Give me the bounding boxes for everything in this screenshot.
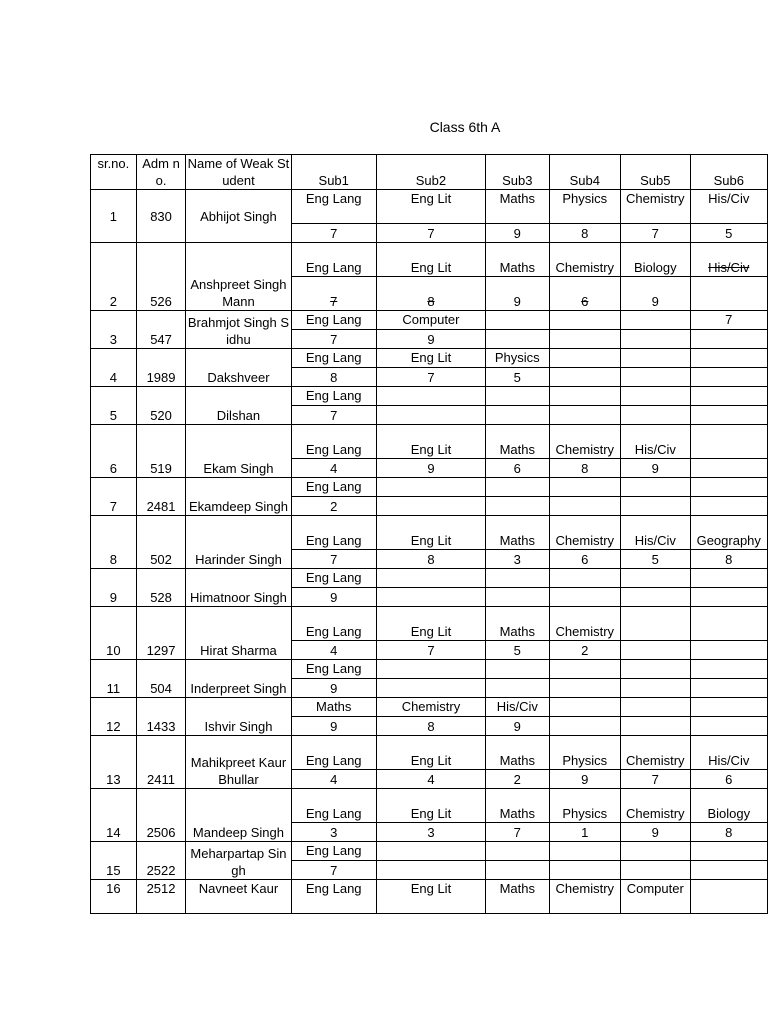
mark-cell: 5 xyxy=(486,641,550,660)
sr-no-cell: 8 xyxy=(91,516,137,569)
mark-cell xyxy=(621,330,690,349)
subject-cell: Eng Lang xyxy=(291,736,376,770)
sr-no-cell: 15 xyxy=(91,842,137,880)
mark-cell xyxy=(549,588,620,607)
mark-cell xyxy=(690,459,767,478)
mark-cell: 8 xyxy=(549,224,620,243)
subject-cell: Computer xyxy=(376,311,485,330)
header-sub1: Sub1 xyxy=(291,155,376,190)
mark-cell: 9 xyxy=(291,717,376,736)
subject-cell: Eng Lit xyxy=(376,516,485,550)
student-name-cell: Ekamdeep Singh xyxy=(186,478,291,516)
adm-no-cell: 528 xyxy=(136,569,186,607)
mark-cell: 7 xyxy=(376,224,485,243)
subject-cell: Eng Lang xyxy=(291,660,376,679)
mark-cell: 5 xyxy=(690,224,767,243)
mark-cell: 7 xyxy=(486,823,550,842)
sr-no-cell: 9 xyxy=(91,569,137,607)
subject-cell: Physics xyxy=(486,349,550,368)
mark-cell xyxy=(621,641,690,660)
subject-cell: Chemistry xyxy=(549,516,620,550)
adm-no-cell: 1989 xyxy=(136,349,186,387)
subject-cell xyxy=(690,387,767,406)
table-row xyxy=(91,842,768,861)
subject-cell: Chemistry xyxy=(621,190,690,224)
subject-cell xyxy=(621,607,690,641)
table-row xyxy=(91,349,768,368)
student-name-cell: Meharpartap Singh xyxy=(186,842,291,880)
mark-cell xyxy=(621,497,690,516)
table-row xyxy=(91,880,768,914)
mark-cell xyxy=(621,588,690,607)
mark-cell: 7 xyxy=(376,368,485,387)
mark-cell xyxy=(621,861,690,880)
mark-cell xyxy=(549,330,620,349)
mark-cell: 8 xyxy=(376,277,485,311)
mark-cell: 9 xyxy=(291,588,376,607)
student-name-cell: Abhijot Singh xyxy=(186,190,291,243)
adm-no-cell: 1433 xyxy=(136,698,186,736)
subject-cell xyxy=(486,569,550,588)
adm-no-cell: 504 xyxy=(136,660,186,698)
subject-cell: Eng Lang xyxy=(291,425,376,459)
mark-cell: 6 xyxy=(690,770,767,789)
table-row xyxy=(91,425,768,459)
subject-cell: Eng Lang xyxy=(291,349,376,368)
mark-cell: 3 xyxy=(291,823,376,842)
mark-cell: 9 xyxy=(549,770,620,789)
mark-cell xyxy=(621,717,690,736)
mark-cell: 3 xyxy=(486,550,550,569)
mark-cell: 9 xyxy=(376,330,485,349)
subject-cell xyxy=(549,349,620,368)
adm-no-cell: 519 xyxy=(136,425,186,478)
adm-no-cell: 2506 xyxy=(136,789,186,842)
adm-no-cell: 2522 xyxy=(136,842,186,880)
mark-cell: 4 xyxy=(291,459,376,478)
adm-no-cell: 502 xyxy=(136,516,186,569)
subject-cell: Maths xyxy=(486,880,550,914)
student-name-cell: Mandeep Singh xyxy=(186,789,291,842)
subject-cell xyxy=(486,311,550,330)
mark-cell xyxy=(621,368,690,387)
mark-cell: 4 xyxy=(291,770,376,789)
subject-cell xyxy=(690,880,767,914)
header-row xyxy=(91,155,768,190)
subject-cell xyxy=(549,698,620,717)
student-name-cell: Inderpreet Singh xyxy=(186,660,291,698)
subject-cell: Chemistry xyxy=(549,243,620,277)
mark-cell xyxy=(549,679,620,698)
mark-cell: 2 xyxy=(486,770,550,789)
subject-cell: Chemistry xyxy=(549,607,620,641)
mark-cell: 9 xyxy=(376,459,485,478)
subject-cell: Eng Lit xyxy=(376,190,485,224)
header-sub3: Sub3 xyxy=(486,155,550,190)
mark-cell xyxy=(549,717,620,736)
header-sub4: Sub4 xyxy=(549,155,620,190)
subject-cell: Eng Lit xyxy=(376,736,485,770)
subject-cell xyxy=(690,569,767,588)
subject-cell: Eng Lit xyxy=(376,789,485,823)
subject-cell: Eng Lang xyxy=(291,607,376,641)
subject-cell xyxy=(690,425,767,459)
subject-cell: His/Civ xyxy=(486,698,550,717)
mark-cell xyxy=(376,588,485,607)
subject-cell xyxy=(376,569,485,588)
mark-cell xyxy=(486,330,550,349)
adm-no-cell: 1297 xyxy=(136,607,186,660)
subject-cell: Chemistry xyxy=(621,789,690,823)
table-row xyxy=(91,607,768,641)
mark-cell: 9 xyxy=(486,224,550,243)
sr-no-cell: 11 xyxy=(91,660,137,698)
sr-no-cell: 16 xyxy=(91,880,137,914)
mark-cell: 4 xyxy=(291,641,376,660)
mark-cell: 7 xyxy=(291,277,376,311)
subject-cell: Eng Lang xyxy=(291,516,376,550)
mark-cell: 9 xyxy=(621,823,690,842)
subject-cell: Chemistry xyxy=(621,736,690,770)
adm-no-cell: 547 xyxy=(136,311,186,349)
subject-cell: Eng Lit xyxy=(376,243,485,277)
adm-no-cell: 526 xyxy=(136,243,186,311)
mark-cell xyxy=(486,679,550,698)
subject-cell xyxy=(486,387,550,406)
mark-cell xyxy=(621,406,690,425)
subject-cell: Eng Lang xyxy=(291,569,376,588)
mark-cell xyxy=(690,277,767,311)
subject-cell xyxy=(376,478,485,497)
subject-cell xyxy=(549,387,620,406)
sr-no-cell: 10 xyxy=(91,607,137,660)
student-name-cell: Mahikpreet Kaur Bhullar xyxy=(186,736,291,789)
mark-cell: 5 xyxy=(621,550,690,569)
subject-cell xyxy=(486,842,550,861)
mark-cell: 8 xyxy=(291,368,376,387)
mark-cell: 4 xyxy=(376,770,485,789)
mark-cell xyxy=(621,679,690,698)
subject-cell: Biology xyxy=(690,789,767,823)
subject-cell: Eng Lit xyxy=(376,880,485,914)
mark-cell xyxy=(549,368,620,387)
mark-cell: 7 xyxy=(621,224,690,243)
subject-cell: Chemistry xyxy=(549,880,620,914)
sr-no-cell: 4 xyxy=(91,349,137,387)
subject-cell: His/Civ xyxy=(621,425,690,459)
table-row xyxy=(91,387,768,406)
subject-cell: 7 xyxy=(690,311,767,330)
adm-no-cell: 830 xyxy=(136,190,186,243)
mark-cell xyxy=(486,497,550,516)
mark-cell xyxy=(690,717,767,736)
mark-cell: 7 xyxy=(376,641,485,660)
mark-cell: 9 xyxy=(486,717,550,736)
subject-cell: Eng Lang xyxy=(291,311,376,330)
mark-cell xyxy=(690,497,767,516)
subject-cell xyxy=(690,607,767,641)
header-sub5: Sub5 xyxy=(621,155,690,190)
subject-cell xyxy=(486,478,550,497)
mark-cell xyxy=(549,406,620,425)
mark-cell: 2 xyxy=(291,497,376,516)
mark-cell: 7 xyxy=(291,330,376,349)
subject-cell xyxy=(376,387,485,406)
mark-cell: 5 xyxy=(486,368,550,387)
table-row xyxy=(91,190,768,224)
mark-cell xyxy=(549,497,620,516)
mark-cell: 9 xyxy=(621,459,690,478)
subject-cell: Eng Lit xyxy=(376,425,485,459)
mark-cell xyxy=(690,861,767,880)
sr-no-cell: 12 xyxy=(91,698,137,736)
subject-cell xyxy=(486,660,550,679)
mark-cell: 9 xyxy=(291,679,376,698)
table-row xyxy=(91,311,768,330)
header-adm-no: Adm no. xyxy=(136,155,186,190)
adm-no-cell: 2512 xyxy=(136,880,186,914)
mark-cell xyxy=(376,406,485,425)
mark-cell: 6 xyxy=(486,459,550,478)
mark-cell xyxy=(690,406,767,425)
mark-cell xyxy=(376,861,485,880)
header-name: Name of Weak Student xyxy=(187,156,290,188)
weak-students-table xyxy=(90,154,768,914)
subject-cell: Eng Lang xyxy=(291,387,376,406)
mark-cell: 8 xyxy=(376,717,485,736)
sr-no-cell: 7 xyxy=(91,478,137,516)
student-name-cell: Himatnoor Singh xyxy=(186,569,291,607)
mark-cell: 3 xyxy=(376,823,485,842)
subject-cell xyxy=(690,349,767,368)
table-row xyxy=(91,660,768,679)
mark-cell xyxy=(486,588,550,607)
adm-no-cell: 2411 xyxy=(136,736,186,789)
student-name-cell: Ekam Singh xyxy=(186,425,291,478)
mark-cell: 7 xyxy=(291,224,376,243)
subject-cell xyxy=(690,660,767,679)
student-name-cell: Hirat Sharma xyxy=(186,607,291,660)
table-row xyxy=(91,243,768,277)
subject-cell xyxy=(549,569,620,588)
mark-cell: 8 xyxy=(549,459,620,478)
subject-cell: Maths xyxy=(486,190,550,224)
mark-cell: 9 xyxy=(486,277,550,311)
mark-cell xyxy=(486,406,550,425)
mark-cell: 6 xyxy=(549,550,620,569)
subject-cell xyxy=(549,478,620,497)
subject-cell: His/Civ xyxy=(690,190,767,224)
subject-cell: Geography xyxy=(690,516,767,550)
table-row xyxy=(91,698,768,717)
sr-no-cell: 5 xyxy=(91,387,137,425)
adm-no-cell: 520 xyxy=(136,387,186,425)
subject-cell xyxy=(549,842,620,861)
student-name-cell: Ishvir Singh xyxy=(186,698,291,736)
table-row xyxy=(91,736,768,770)
subject-cell: Maths xyxy=(486,243,550,277)
mark-cell xyxy=(690,641,767,660)
student-name-cell: Brahmjot Singh Sidhu xyxy=(186,311,291,349)
subject-cell: Maths xyxy=(486,425,550,459)
student-name-cell: Harinder Singh xyxy=(186,516,291,569)
subject-cell: Maths xyxy=(291,698,376,717)
mark-cell: 7 xyxy=(291,406,376,425)
subject-cell xyxy=(621,478,690,497)
mark-cell: 7 xyxy=(291,550,376,569)
subject-cell: Eng Lang xyxy=(291,789,376,823)
sr-no-cell: 14 xyxy=(91,789,137,842)
mark-cell: 8 xyxy=(690,823,767,842)
subject-cell: Biology xyxy=(621,243,690,277)
table-row xyxy=(91,789,768,823)
subject-cell xyxy=(690,698,767,717)
student-name-cell: Anshpreet Singh Mann xyxy=(186,243,291,311)
subject-cell: Eng Lang xyxy=(291,842,376,861)
subject-cell: Computer xyxy=(621,880,690,914)
mark-cell: 7 xyxy=(291,861,376,880)
page-title: Class 6th A xyxy=(429,119,501,135)
table-row xyxy=(91,516,768,550)
subject-cell xyxy=(621,842,690,861)
mark-cell xyxy=(690,368,767,387)
mark-cell xyxy=(690,330,767,349)
table-row xyxy=(91,478,768,497)
table-row xyxy=(91,569,768,588)
student-name-cell: Navneet Kaur xyxy=(186,880,291,914)
subject-cell: Maths xyxy=(486,516,550,550)
subject-cell: Physics xyxy=(549,789,620,823)
mark-cell: 6 xyxy=(549,277,620,311)
mark-cell: 9 xyxy=(621,277,690,311)
mark-cell: 8 xyxy=(690,550,767,569)
subject-cell xyxy=(621,660,690,679)
subject-cell: Chemistry xyxy=(549,425,620,459)
sr-no-cell: 13 xyxy=(91,736,137,789)
subject-cell xyxy=(376,660,485,679)
subject-cell: Eng Lang xyxy=(291,478,376,497)
subject-cell xyxy=(621,311,690,330)
subject-cell xyxy=(549,660,620,679)
mark-cell xyxy=(690,588,767,607)
subject-cell: Eng Lit xyxy=(376,349,485,368)
subject-cell xyxy=(621,569,690,588)
subject-cell: Eng Lang xyxy=(291,880,376,914)
mark-cell: 1 xyxy=(549,823,620,842)
mark-cell: 2 xyxy=(549,641,620,660)
subject-cell: His/Civ xyxy=(621,516,690,550)
subject-cell: Physics xyxy=(549,190,620,224)
subject-cell xyxy=(549,311,620,330)
subject-cell: Maths xyxy=(486,736,550,770)
mark-cell xyxy=(690,679,767,698)
sr-no-cell: 6 xyxy=(91,425,137,478)
subject-cell: Physics xyxy=(549,736,620,770)
student-name-cell: Dakshveer xyxy=(186,349,291,387)
sr-no-cell: 3 xyxy=(91,311,137,349)
mark-cell xyxy=(486,861,550,880)
subject-cell xyxy=(621,698,690,717)
subject-cell: His/Civ xyxy=(690,736,767,770)
subject-cell xyxy=(621,387,690,406)
header-sr-no: sr.no. xyxy=(91,155,137,190)
subject-cell xyxy=(376,842,485,861)
mark-cell: 7 xyxy=(621,770,690,789)
subject-cell: Eng Lang xyxy=(291,243,376,277)
mark-cell xyxy=(549,861,620,880)
subject-cell: Eng Lit xyxy=(376,607,485,641)
subject-cell: Chemistry xyxy=(376,698,485,717)
mark-cell xyxy=(376,679,485,698)
student-name-cell: Dilshan xyxy=(186,387,291,425)
header-sub6: Sub6 xyxy=(690,155,767,190)
subject-cell: Maths xyxy=(486,607,550,641)
sr-no-cell: 2 xyxy=(91,243,137,311)
subject-cell: Maths xyxy=(486,789,550,823)
subject-cell xyxy=(690,842,767,861)
mark-cell: 8 xyxy=(376,550,485,569)
mark-cell xyxy=(376,497,485,516)
header-sub2: Sub2 xyxy=(376,155,485,190)
adm-no-cell: 2481 xyxy=(136,478,186,516)
subject-cell xyxy=(621,349,690,368)
subject-cell: Eng Lang xyxy=(291,190,376,224)
sr-no-cell: 1 xyxy=(91,190,137,243)
subject-cell: His/Civ xyxy=(690,243,767,277)
subject-cell xyxy=(690,478,767,497)
